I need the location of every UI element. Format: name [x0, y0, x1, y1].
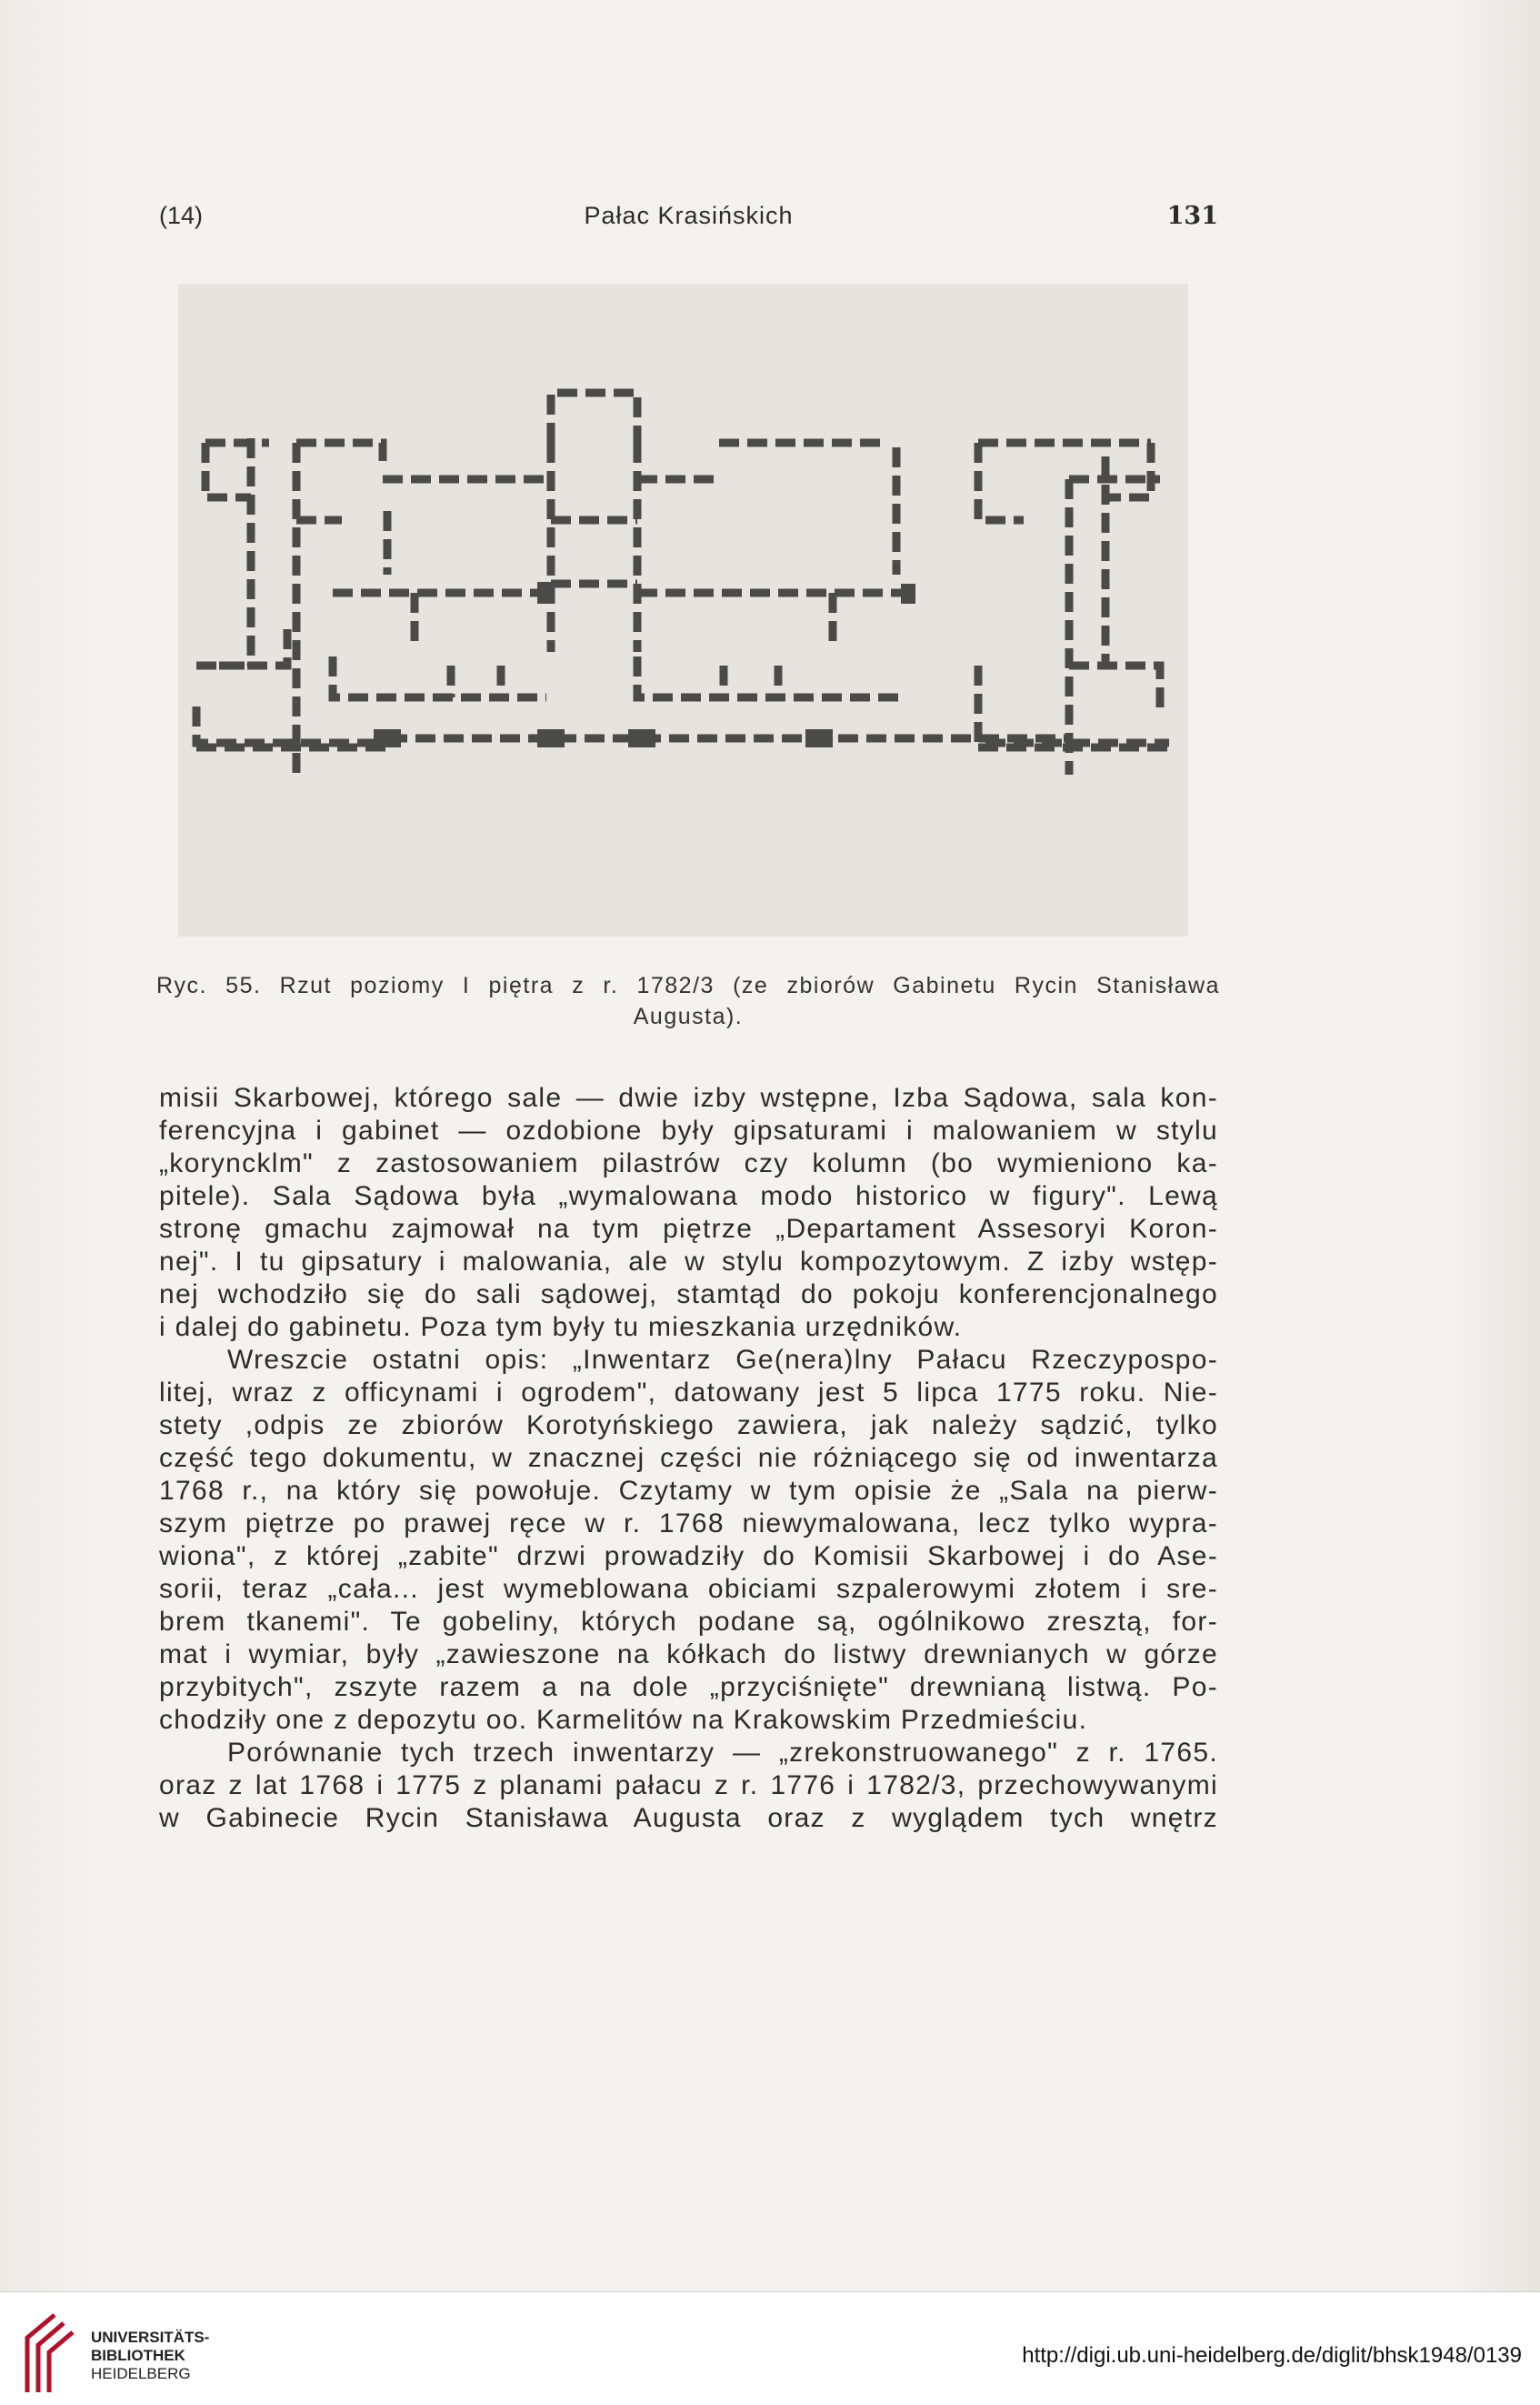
body-text: [159, 1082, 1218, 1835]
ub-heidelberg-logo-icon[interactable]: [18, 2310, 82, 2397]
running-header: [159, 202, 1218, 238]
text-line: misii Skarbowej, którego sale — dwie izby wstępne, Izba Sądowa, sala kon-: [159, 1083, 1218, 1113]
floor-plan-drawing: [178, 284, 1188, 937]
paragraph: [159, 1344, 1218, 1737]
text-line: brem tkanemi". Te gobeliny, których podane są, ogólnikowo zresztą, for-: [159, 1607, 1218, 1637]
floor-plan-image: [178, 284, 1188, 937]
text-line: i dalej do gabinetu. Poza tym były tu mieszkania urzędników.: [159, 1312, 963, 1342]
text-line: „koryncklm" z zastosowaniem pilastrów czy kolumn (bo wymieniono ka-: [159, 1148, 1218, 1178]
library-name[interactable]: [91, 2329, 209, 2383]
text-line: litej, wraz z officynami i ogrodem", datowany jest 5 lipca 1775 roku. Nie-: [159, 1378, 1218, 1408]
text-line: szym piętrze po prawej ręce w r. 1768 niewymalowana, lecz tylko wypra-: [159, 1508, 1218, 1538]
caption-line: Ryc. 55. Rzut poziomy I piętra z r. 1782/3 (ze zbiorów Gabinetu Rycin Stanisława: [156, 973, 1220, 998]
text-line: Porównanie tych trzech inwentarzy — „zrekonstruowanego" z r. 1765.: [227, 1738, 1218, 1768]
caption-line: Augusta).: [633, 1004, 744, 1029]
paragraph: [159, 1737, 1218, 1835]
permalink-url[interactable]: http://digi.ub.uni-heidelberg.de/diglit/bhsk1948/0139: [1022, 2343, 1522, 2368]
text-line: sorii, teraz „cała... jest wymeblowana obiciami szpalerowymi złotem i sre-: [159, 1574, 1218, 1604]
library-name-line: UNIVERSITÄTS-: [91, 2329, 210, 2346]
header-section-number: (14): [159, 202, 204, 229]
page-number: 131: [1166, 202, 1218, 230]
text-line: stronę gmachu zajmował na tym piętrze „Departament Assesoryi Koron-: [159, 1214, 1218, 1244]
library-name-line: HEIDELBERG: [91, 2365, 191, 2382]
text-line: wiona", z której „zabite" drzwi prowadziły do Komisii Skarbowej i do Ase-: [159, 1541, 1218, 1571]
text-line: nej wchodziło się do sali sądowej, stamtąd do pokoju konferencjonalnego: [159, 1279, 1218, 1309]
text-line: nej". I tu gipsatury i malowania, ale w stylu kompozytowym. Z izby wstęp-: [159, 1247, 1218, 1277]
header-title: Pałac Krasińskich: [584, 202, 794, 229]
digitization-footer: [0, 2291, 1540, 2405]
text-line: pitele). Sala Sądowa była „wymalowana modo historico w figury". Lewą: [159, 1181, 1218, 1211]
text-line: mat i wymiar, były „zawieszone na kółkach do listwy drewnianych w górze: [159, 1639, 1218, 1669]
text-line: ferencyjna i gabinet — ozdobione były gipsaturami i malowaniem w stylu: [159, 1116, 1218, 1146]
text-line: w Gabinecie Rycin Stanisława Augusta oraz z wyglądem tych wnętrz: [159, 1803, 1218, 1833]
text-line: Wreszcie ostatni opis: „Inwentarz Ge(nera)lny Pałacu Rzeczypospo-: [227, 1345, 1218, 1375]
text-line: chodziły one z depozytu oo. Karmelitów na Krakowskim Przedmieściu.: [159, 1705, 1088, 1735]
figure-caption: [156, 970, 1220, 1032]
text-line: część tego dokumentu, w znacznej części nie różniącego się od inwentarza: [159, 1443, 1218, 1473]
text-line: stety ,odpis ze zbiorów Korotyńskiego zawiera, jak należy sądzić, tylko: [159, 1410, 1218, 1440]
text-line: przybitych", zszyte razem a na dole „przyciśnięte" drewnianą listwą. Po-: [159, 1672, 1218, 1702]
library-name-line: BIBLIOTHEK: [91, 2347, 185, 2364]
paragraph: [159, 1082, 1218, 1344]
text-line: 1768 r., na który się powołuje. Czytamy w tym opisie że „Sala na pierw-: [159, 1476, 1218, 1506]
text-line: oraz z lat 1768 i 1775 z planami pałacu z r. 1776 i 1782/3, przechowywanymi: [159, 1770, 1218, 1800]
